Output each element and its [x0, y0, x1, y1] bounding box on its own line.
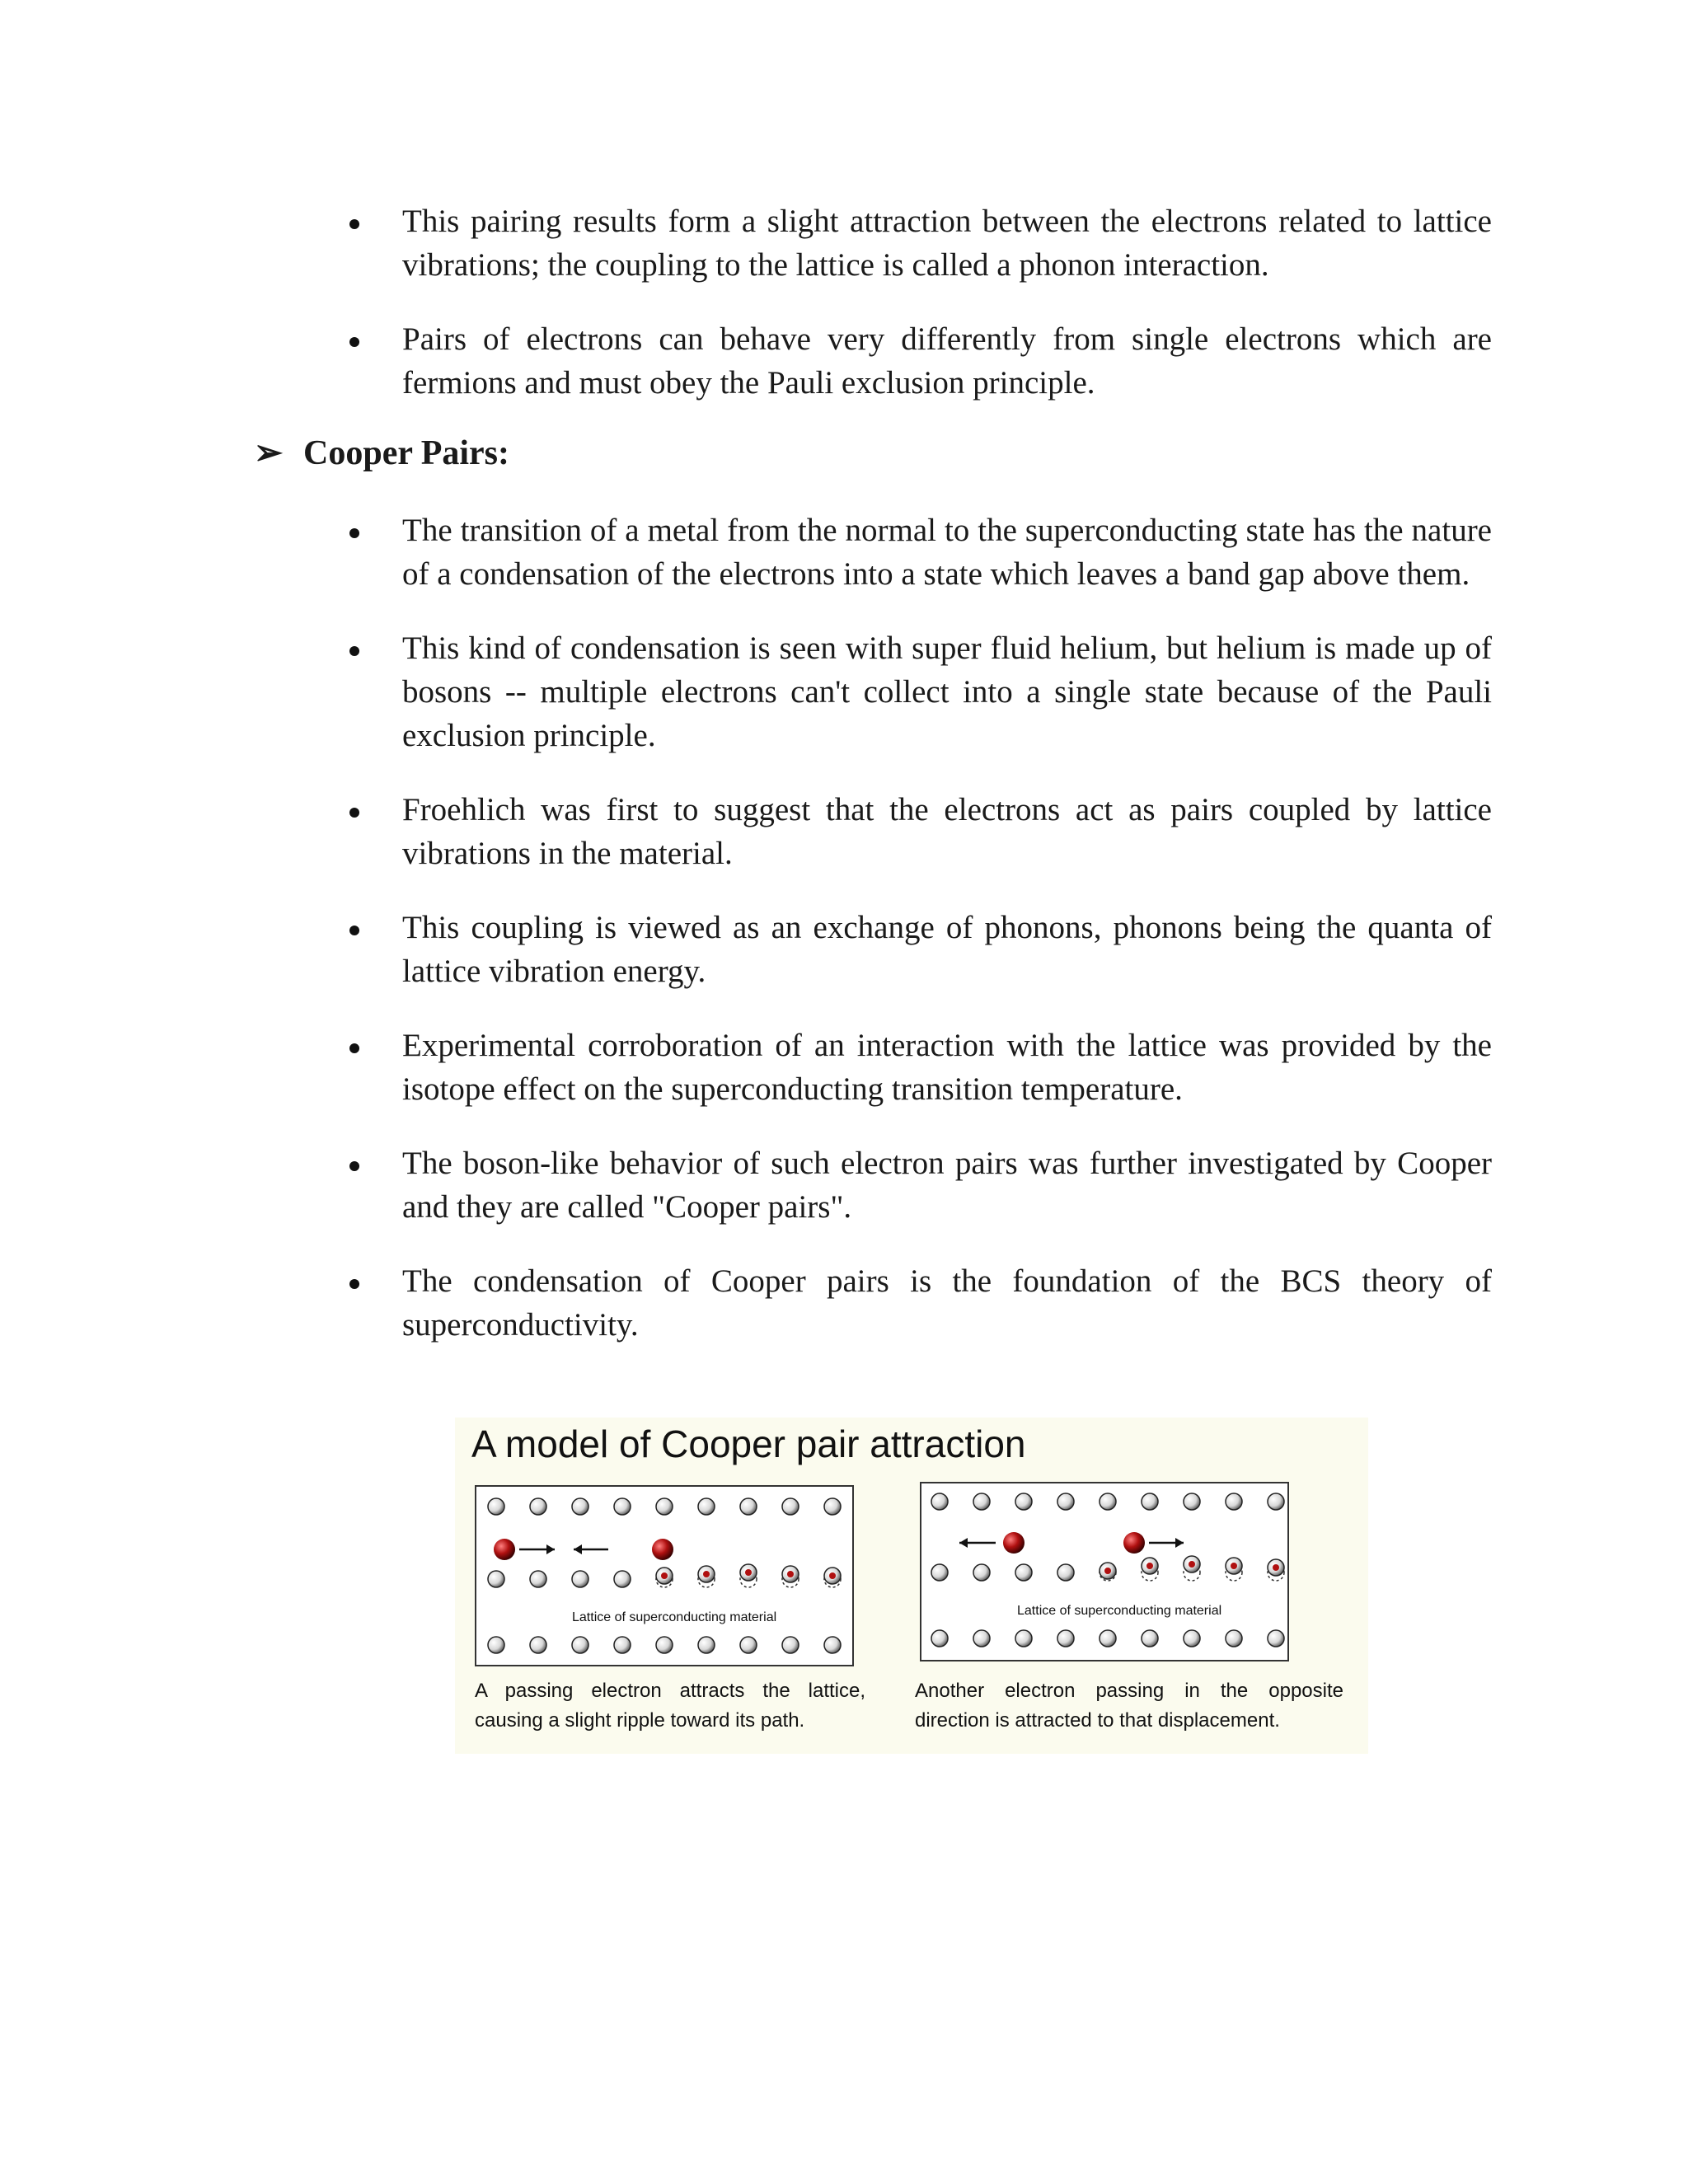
lattice-ion	[572, 1637, 588, 1653]
ion-charge-dot	[1104, 1568, 1111, 1574]
cooper-pairs-bullet-list	[0, 509, 1688, 1347]
lattice-ion	[1142, 1493, 1158, 1510]
lattice-ion	[1100, 1493, 1116, 1510]
ion-charge-dot	[1273, 1564, 1279, 1571]
lattice-ion	[1057, 1630, 1074, 1647]
bullet-text: Froehlich was first to suggest that the electrons act as pairs coupled by lattice vibrations in the material.	[402, 792, 1492, 871]
lattice-ion	[1184, 1493, 1200, 1510]
lattice-ion	[614, 1571, 631, 1587]
bullet-text: This pairing results form a slight attraction between the electrons related to lattice vibrations; the coupling to the lattice is called a phonon interaction.	[402, 204, 1492, 283]
lattice-ion	[931, 1630, 948, 1647]
list-item	[402, 906, 1492, 993]
lattice-ion	[1057, 1493, 1074, 1510]
lattice-ion	[782, 1498, 799, 1515]
bullet-icon	[349, 337, 359, 347]
lattice-ion	[1015, 1630, 1032, 1647]
lattice-ion	[614, 1637, 631, 1653]
bullet-icon	[349, 1161, 359, 1171]
bullet-text: Pairs of electrons can behave very differently from single electrons which are fermions and must obey the Pauli exclusion principle.	[402, 321, 1492, 401]
ion-charge-dot	[661, 1572, 668, 1579]
electron	[652, 1539, 673, 1560]
figure-title: A model of Cooper pair attraction	[471, 1422, 1026, 1465]
ion-charge-dot	[745, 1569, 752, 1576]
lattice-ion	[931, 1493, 948, 1510]
lattice-ion	[1015, 1564, 1032, 1581]
electron	[494, 1539, 515, 1560]
lattice-ion	[572, 1571, 588, 1587]
list-item	[402, 1259, 1492, 1347]
lattice-label-right: Lattice of superconducting material	[1017, 1604, 1222, 1618]
ion-charge-dot	[829, 1572, 836, 1579]
lattice-ion	[530, 1571, 546, 1587]
lattice-ion	[488, 1571, 504, 1587]
lattice-ion	[1268, 1630, 1284, 1647]
list-item	[402, 788, 1492, 875]
bullet-text: The boson-like behavior of such electron pairs was further investigated by Cooper and they are called "Cooper pairs".	[402, 1146, 1492, 1225]
arrow-head-icon	[546, 1544, 555, 1554]
lattice-ion	[698, 1498, 715, 1515]
lattice-label-left: Lattice of superconducting material	[572, 1610, 777, 1624]
lattice-panel-right	[920, 1482, 1289, 1661]
list-item	[402, 509, 1492, 596]
lattice-diagram-left	[476, 1487, 852, 1665]
lattice-ion	[973, 1493, 990, 1510]
bullet-icon	[349, 646, 359, 656]
list-item	[402, 317, 1492, 405]
lattice-ion	[614, 1498, 631, 1515]
lattice-panel-left	[475, 1485, 854, 1666]
lattice-ion	[1015, 1493, 1032, 1510]
lattice-ion	[824, 1498, 841, 1515]
lattice-ion	[530, 1637, 546, 1653]
ion-charge-dot	[1231, 1563, 1237, 1569]
list-item	[402, 199, 1492, 287]
lattice-ion	[488, 1637, 504, 1653]
arrow-head-icon	[574, 1544, 582, 1554]
lattice-ion	[1100, 1630, 1116, 1647]
electron	[1003, 1532, 1025, 1554]
lattice-diagram-right	[921, 1483, 1287, 1660]
bullet-icon	[349, 1279, 359, 1289]
bullet-icon	[349, 1043, 359, 1053]
lattice-ion	[973, 1564, 990, 1581]
ion-charge-dot	[787, 1571, 794, 1577]
bullet-icon	[349, 808, 359, 818]
ion-charge-dot	[1146, 1563, 1153, 1569]
bullet-icon	[349, 926, 359, 935]
bullet-text: This kind of condensation is seen with super fluid helium, but helium is made up of bosons -- multiple electrons can't collect into a single state because of the Pauli exclusion principle.	[402, 630, 1492, 753]
lattice-ion	[656, 1637, 673, 1653]
lattice-ion	[530, 1498, 546, 1515]
lattice-ion	[488, 1498, 504, 1515]
ion-charge-dot	[703, 1571, 710, 1577]
lattice-ion	[1057, 1564, 1074, 1581]
electron	[1123, 1532, 1145, 1554]
figure-caption-left: A passing electron attracts the lattice, causing a slight ripple toward its path.	[475, 1680, 865, 1732]
list-item	[402, 1024, 1492, 1111]
lattice-ion	[1184, 1630, 1200, 1647]
section-heading-text: Cooper Pairs:	[303, 434, 510, 472]
figure-caption-right: Another electron passing in the opposite direction is attracted to that displacement.	[915, 1680, 1343, 1732]
lattice-ion	[656, 1498, 673, 1515]
bullet-text: This coupling is viewed as an exchange of phonons, phonons being the quanta of lattice vibration energy.	[402, 910, 1492, 989]
lattice-ion	[1226, 1630, 1242, 1647]
bullet-icon	[349, 528, 359, 538]
lattice-ion	[782, 1637, 799, 1653]
lattice-ion	[824, 1637, 841, 1653]
cooper-pair-figure	[455, 1418, 1368, 1754]
lattice-ion	[931, 1564, 948, 1581]
bullet-text: Experimental corroboration of an interaction with the lattice was provided by the isotope effect on the superconducting transition temperature.	[402, 1028, 1492, 1107]
lattice-ion	[572, 1498, 588, 1515]
bullet-text: The transition of a metal from the normal to the superconducting state has the nature of a condensation of the electrons into a state which leaves a band gap above them.	[402, 513, 1492, 592]
lattice-ion	[1226, 1493, 1242, 1510]
arrow-bullet-icon: ➢	[254, 434, 284, 472]
list-item	[402, 626, 1492, 757]
ion-charge-dot	[1189, 1561, 1195, 1568]
arrow-head-icon	[1175, 1538, 1184, 1548]
lattice-ion	[698, 1637, 715, 1653]
lattice-ion	[1268, 1493, 1284, 1510]
lattice-ion	[740, 1498, 757, 1515]
lattice-ion	[1142, 1630, 1158, 1647]
lattice-ion	[740, 1637, 757, 1653]
bullet-text: The condensation of Cooper pairs is the foundation of the BCS theory of superconductivity.	[402, 1263, 1492, 1343]
lattice-ion	[973, 1630, 990, 1647]
bullet-icon	[349, 219, 359, 229]
top-bullet-list	[0, 199, 1688, 405]
arrow-head-icon	[959, 1538, 968, 1548]
list-item	[402, 1141, 1492, 1229]
